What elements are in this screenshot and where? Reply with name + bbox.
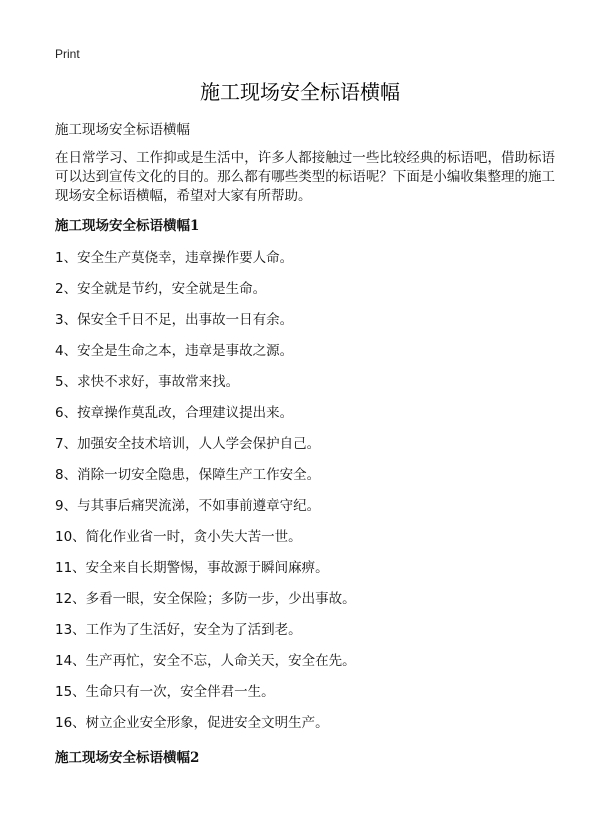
list-item: 8、消除一切安全隐患，保障生产工作安全。 <box>55 467 321 483</box>
list-item: 14、生产再忙，安全不忘，人命关天，安全在先。 <box>55 653 356 669</box>
list-item: 2、安全就是节约，安全就是生命。 <box>55 281 267 297</box>
intro-paragraph: 在日常学习、工作抑或是生活中，许多人都接触过一些比较经典的标语吧，借助标语可以达到宣传文化的目的。那么都有哪些类型的标语呢？下面是小编收集整理的施工现场安全标语横幅，希望对大家有所帮助。 <box>55 150 555 204</box>
list-item: 15、生命只有一次，安全伴君一生。 <box>55 684 275 700</box>
list-item: 1、安全生产莫侥幸，违章操作要人命。 <box>55 250 294 266</box>
list-item: 5、求快不求好，事故常来找。 <box>55 374 240 390</box>
list-item: 9、与其事后痛哭流涕，不如事前遵章守纪。 <box>55 498 321 514</box>
list-item: 11、安全来自长期警惕，事故源于瞬间麻痹。 <box>55 560 329 576</box>
section-heading-2: 施工现场安全标语横幅2 <box>55 750 200 766</box>
list-item: 16、树立企业安全形象，促进安全文明生产。 <box>55 715 329 731</box>
list-item: 12、多看一眼，安全保险；多防一步，少出事故。 <box>55 591 356 607</box>
list-item: 3、保安全千日不足，出事故一日有余。 <box>55 312 294 328</box>
list-item: 6、按章操作莫乱改，合理建议提出来。 <box>55 405 294 421</box>
list-item: 7、加强安全技术培训，人人学会保护自己。 <box>55 436 321 452</box>
slogan-list <box>55 249 356 745</box>
page-title: 施工现场安全标语横幅 <box>200 80 400 104</box>
list-item: 13、工作为了生活好，安全为了活到老。 <box>55 622 302 638</box>
section-heading-1: 施工现场安全标语横幅1 <box>55 218 200 234</box>
list-item: 10、简化作业省一时，贪小失大苦一世。 <box>55 529 302 545</box>
list-item: 4、安全是生命之本，违章是事故之源。 <box>55 343 294 359</box>
document-subtitle: 施工现场安全标语横幅 <box>55 122 190 138</box>
print-link[interactable]: Print <box>55 47 80 61</box>
